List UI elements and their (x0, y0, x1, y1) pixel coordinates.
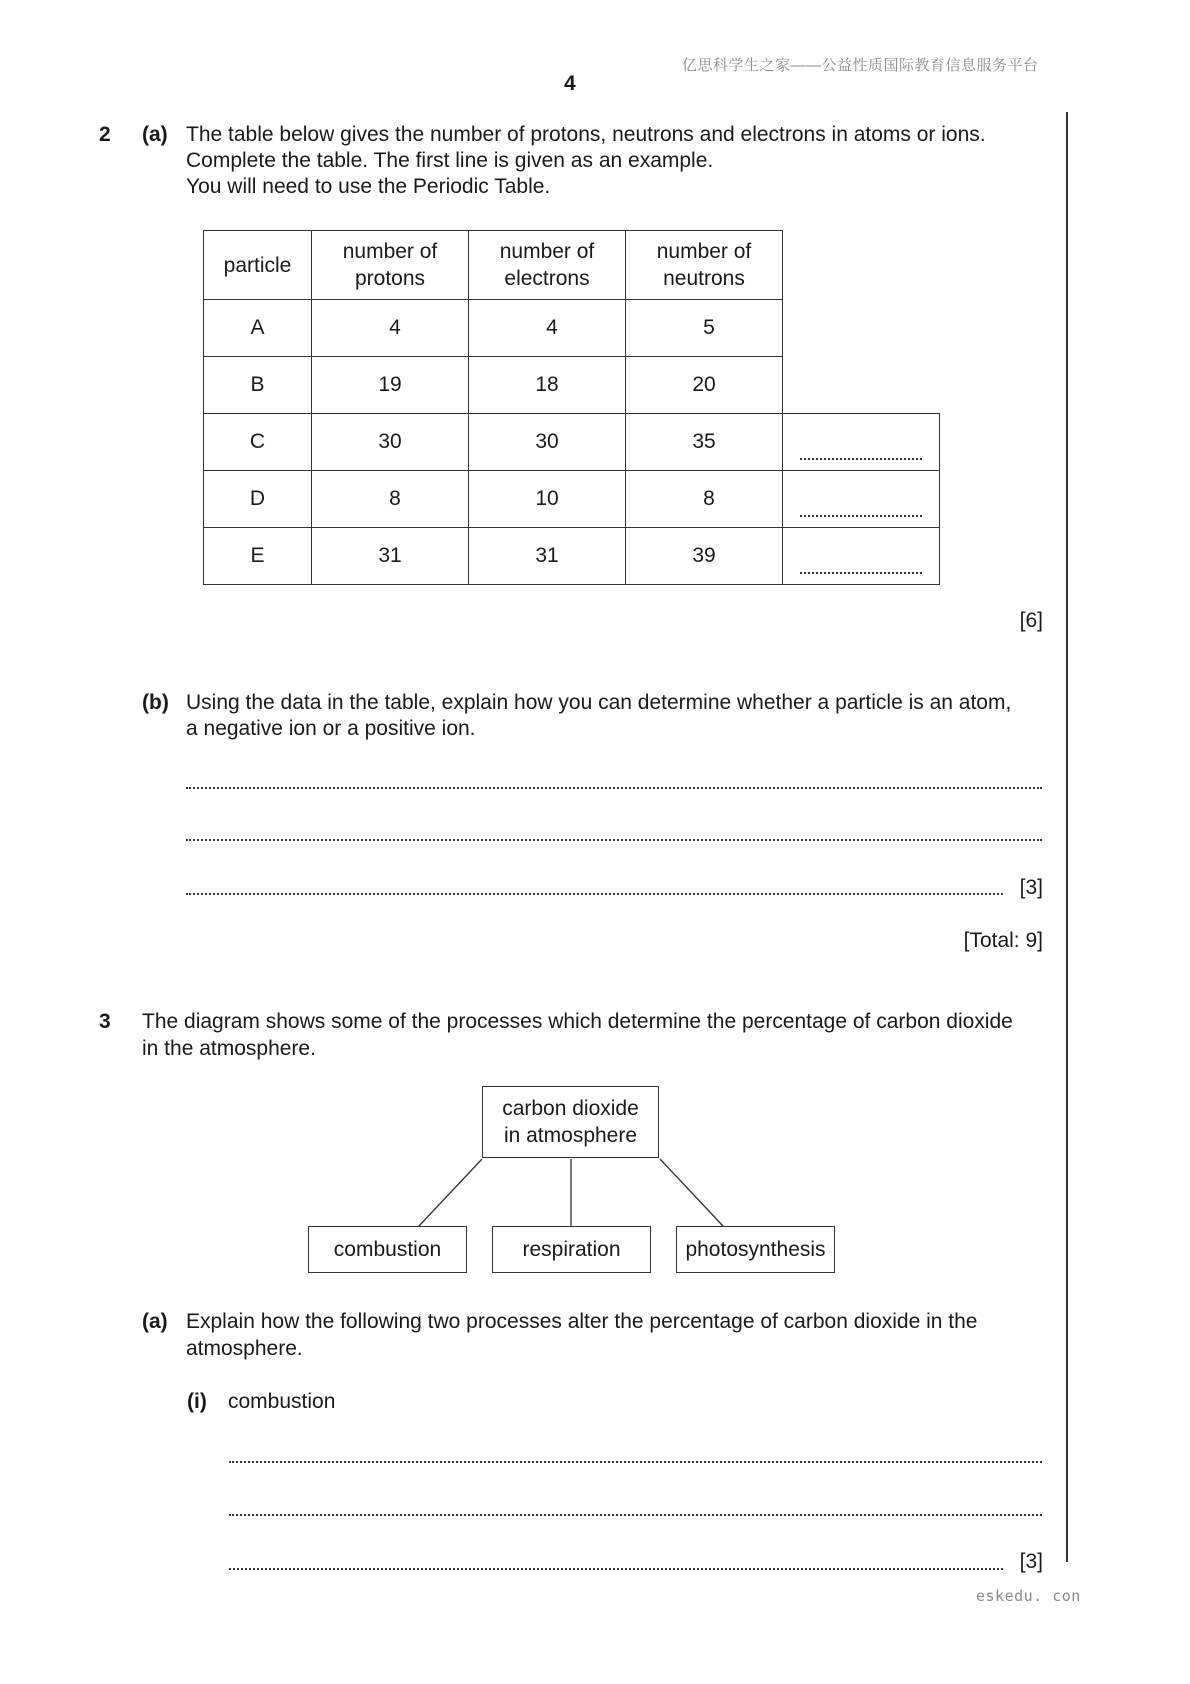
footer-watermark: eskedu. con (976, 1587, 1081, 1605)
q2a-line-2: Complete the table. The first line is given as an example. (186, 149, 714, 172)
cell-particle: B (204, 357, 312, 414)
cell-neutrons: 5 (626, 300, 783, 357)
cell-electrons: 18 (469, 357, 626, 414)
cell-particle: A (204, 300, 312, 357)
marks-2a: [6] (1019, 609, 1043, 632)
q2a-line-3: You will need to use the Periodic Table. (186, 175, 551, 198)
total-marks: [Total: 9] (963, 929, 1043, 952)
q2b-line-1: Using the data in the table, explain how you can determine whether a particle is an atom, (186, 691, 1012, 714)
q3a-line-1: Explain how the following two processes alter the percentage of carbon dioxide in the (186, 1310, 978, 1333)
cell-neutrons: 8 (626, 471, 783, 528)
marks-2b: [3] (1019, 876, 1043, 899)
header-protons: number of protons (312, 231, 469, 300)
q3-line-1: The diagram shows some of the processes which determine the percentage of carbon dioxide (142, 1010, 1013, 1033)
part-label-3a: (a) (142, 1310, 168, 1333)
answer-line[interactable] (229, 1568, 1003, 1570)
cell-protons: 30 (312, 414, 469, 471)
process-combustion: combustion (308, 1226, 467, 1273)
q2b-line-2: a negative ion or a positive ion. (186, 717, 476, 740)
cell-neutrons: 20 (626, 357, 783, 414)
cell-particle: C (204, 414, 312, 471)
page-number: 4 (564, 72, 576, 95)
site-header: 亿思科学生之家——公益性质国际教育信息服务平台 (682, 57, 1039, 74)
process-respiration: respiration (492, 1226, 651, 1273)
cell-electrons: 10 (469, 471, 626, 528)
cell-electrons: 30 (469, 414, 626, 471)
cell-electrons: 31 (469, 528, 626, 585)
cell-protons: 19 (312, 357, 469, 414)
process-photosynthesis: photosynthesis (676, 1226, 835, 1273)
part-label-2b: (b) (142, 691, 169, 714)
cell-particle: E (204, 528, 312, 585)
marks-3ai: [3] (1019, 1550, 1043, 1573)
q2a-line-1: The table below gives the number of protons, neutrons and electrons in atoms or ions. (186, 123, 986, 146)
subpart-text-3ai: combustion (228, 1390, 336, 1413)
answer-line[interactable] (229, 1514, 1042, 1516)
header-electrons: number of electrons (469, 231, 626, 300)
cell-neutrons: 39 (626, 528, 783, 585)
q3a-line-2: atmosphere. (186, 1337, 303, 1360)
cell-protons: 31 (312, 528, 469, 585)
cell-neutrons: 35 (626, 414, 783, 471)
cell-particle: D (204, 471, 312, 528)
question-number-3: 3 (99, 1010, 111, 1033)
header-particle: particle (204, 231, 312, 300)
connector-combustion (419, 1159, 482, 1226)
cell-protons: 8 (312, 471, 469, 528)
q3-line-2: in the atmosphere. (142, 1037, 316, 1060)
subpart-label-3ai: (i) (187, 1390, 207, 1413)
carbon-dioxide-box: carbon dioxide in atmosphere (482, 1086, 659, 1158)
connector-photosynthesis (660, 1159, 723, 1226)
answer-line[interactable] (229, 1461, 1042, 1463)
cell-electrons: 4 (469, 300, 626, 357)
cell-protons: 4 (312, 300, 469, 357)
question-number-2: 2 (99, 123, 111, 146)
part-label-2a: (a) (142, 123, 168, 146)
header-neutrons: number of neutrons (626, 231, 783, 300)
